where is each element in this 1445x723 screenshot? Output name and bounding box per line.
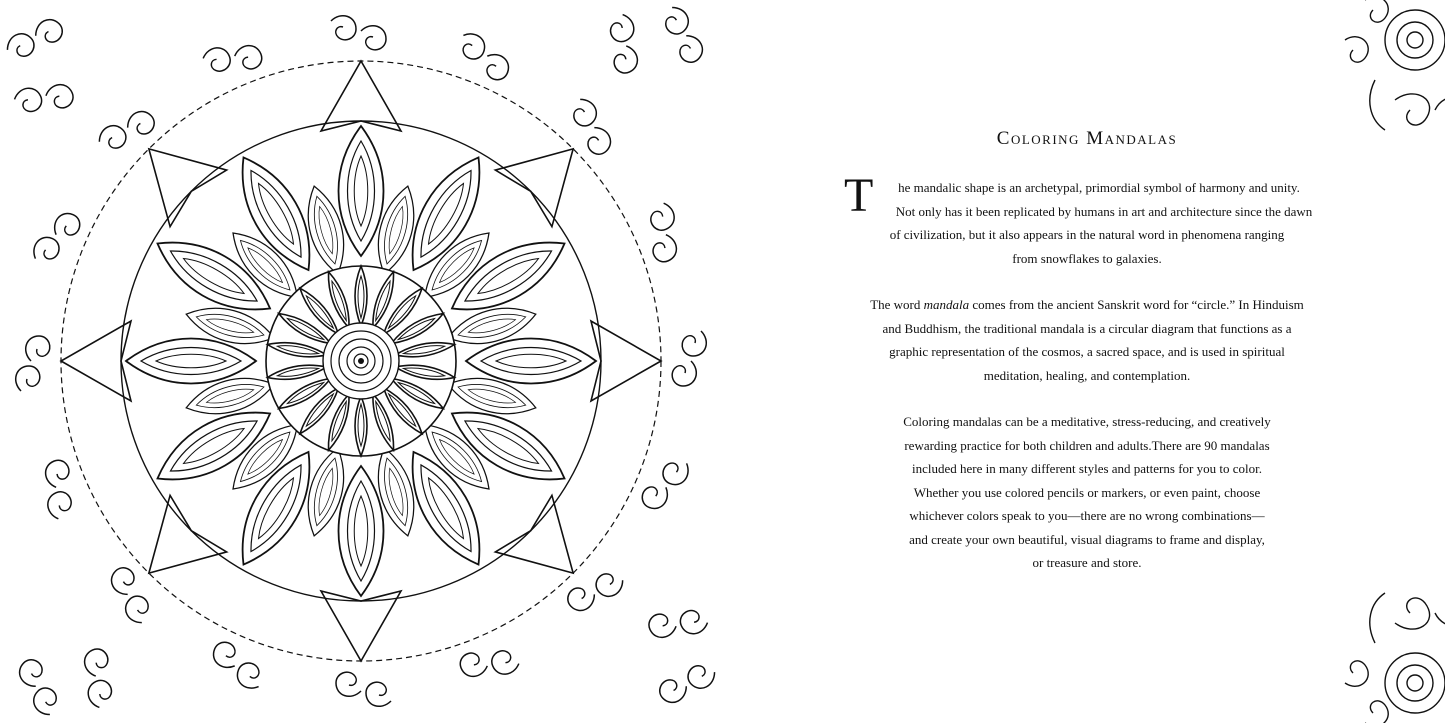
sanskrit-text-a: The word xyxy=(870,297,924,312)
sanskrit-line-1 xyxy=(852,293,1322,317)
intro-paragraph xyxy=(844,169,1322,270)
sanskrit-paragraph xyxy=(852,293,1322,387)
coloring-line-7: or treasure and store. xyxy=(1032,555,1142,570)
floral-corner-ornament-bottom xyxy=(1305,563,1445,723)
intro-line-2: Not only has it been replicated by humans in art and architecture since the dawn xyxy=(895,203,1313,219)
sanskrit-line-4: meditation, healing, and contemplation. xyxy=(983,367,1191,383)
sanskrit-text-b: comes from the ancient Sanskrit word for “circle.” In Hinduism xyxy=(969,297,1304,312)
coloring-line-1: Coloring mandalas can be a meditative, stress-reducing, and creatively xyxy=(903,414,1271,429)
mandala-illustration xyxy=(0,0,722,723)
sanskrit-line-2: and Buddhism, the traditional mandala is a circular diagram that functions as a xyxy=(882,320,1292,336)
sanskrit-line-3: graphic representation of the cosmos, a sacred space, and is used in spiritual xyxy=(889,344,1285,359)
coloring-line-2: rewarding practice for both children and adults.There are 90 mandalas xyxy=(904,437,1270,453)
coloring-line-3: included here in many different styles and patterns for you to color. xyxy=(912,461,1262,476)
intro-line-3: of civilization, but it also appears in the natural word in phenomena ranging xyxy=(889,227,1285,242)
mandala-word: mandala xyxy=(923,297,970,312)
coloring-line-6: and create your own beautiful, visual diagrams to frame and display, xyxy=(909,531,1265,547)
coloring-line-5: whichever colors speak to you—there are no wrong combinations— xyxy=(909,508,1265,523)
coloring-paragraph xyxy=(852,410,1322,575)
page-title: Coloring Mandalas xyxy=(996,128,1178,149)
floral-corner-ornament-top xyxy=(1305,0,1445,160)
coloring-line-4: Whether you use colored pencils or markers, or even paint, choose xyxy=(913,484,1261,500)
drop-cap: T xyxy=(844,169,874,222)
intro-line-1: he mandalic shape is an archetypal, primordial symbol of harmony and unity. xyxy=(898,180,1300,195)
intro-line-4: from snowflakes to galaxies. xyxy=(1012,250,1162,266)
left-page xyxy=(0,0,722,723)
text-column xyxy=(844,128,1322,598)
right-page xyxy=(722,0,1445,723)
